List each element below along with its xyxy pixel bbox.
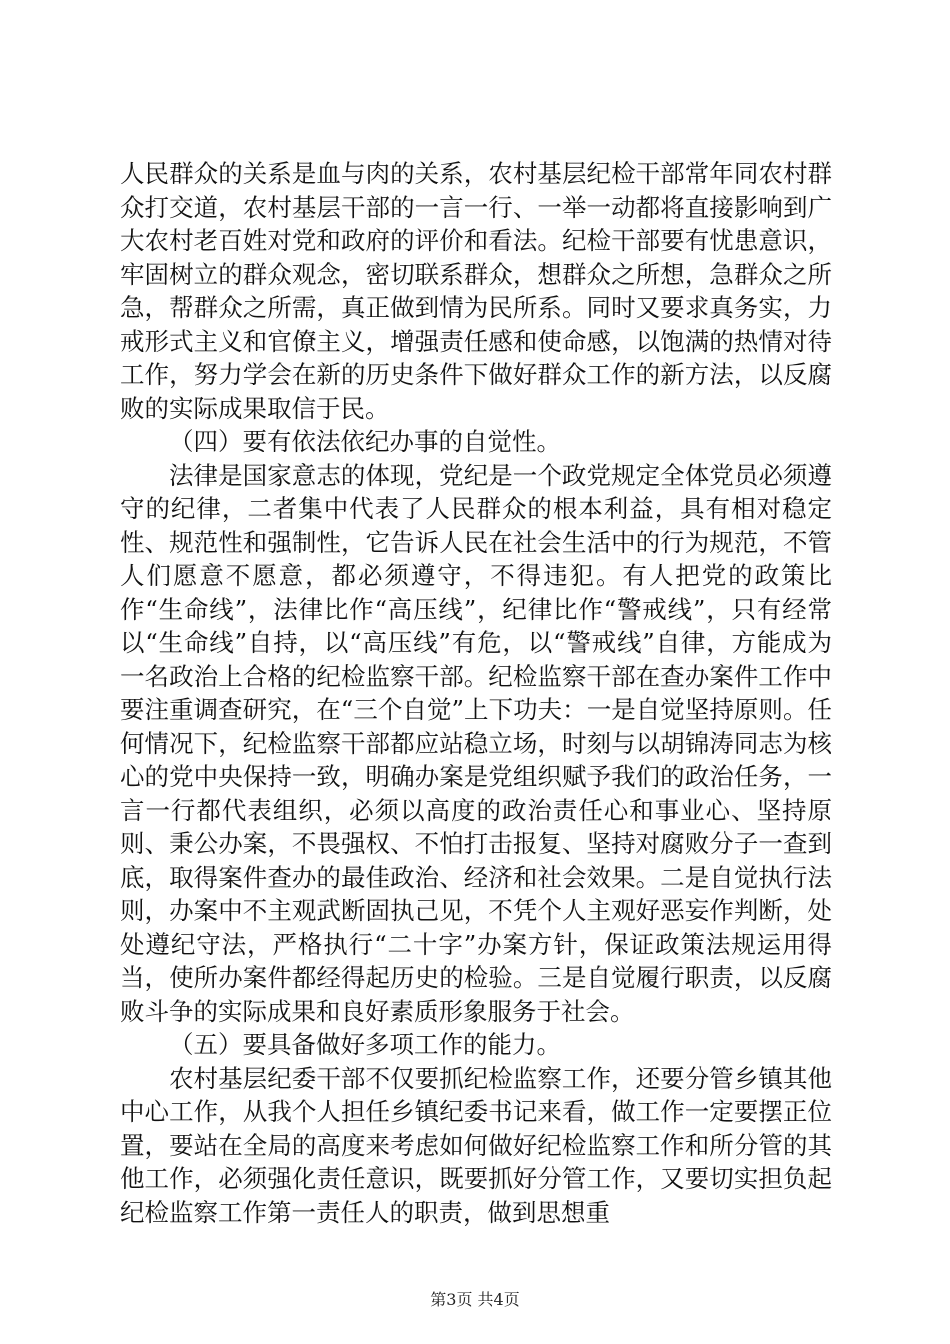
paragraph-3: 农村基层纪委干部不仅要抓纪检监察工作，还要分管乡镇其他中心工作，从我个人担任乡镇纪委书记来看，做工作一定要摆正位置，要站在全局的高度来考虑如何做好纪检监察工作和所分管的其他工作，必须强化责任意识，既要抓好分管工作，又要切实担负起纪检监察工作第一责任人的职责，做到思想重 — [120, 1063, 832, 1227]
paragraph-1: 人民群众的关系是血与肉的关系，农村基层纪检干部常年同农村群众打交道，农村基层干部的一言一行、一举一动都将直接影响到广大农村老百姓对党和政府的评价和看法。纪检干部要有忧患意识，牢固树立的群众观念，密切联系群众，想群众之所想，急群众之所急，帮群众之所需，真正做到情为民所系。同时又要求真务实，力戒形式主义和官僚主义，增强责任感和使命感，以饱满的热情对待工作，努力学会在新的历史条件下做好群众工作的新方法，以反腐败的实际成果取信于民。 — [120, 159, 832, 423]
section-heading-5: （五）要具备做好多项工作的能力。 — [169, 1030, 561, 1059]
document-body — [120, 157, 832, 1229]
page-number-footer: 第3页 共4页 — [430, 1290, 520, 1309]
paragraph-2: 法律是国家意志的体现，党纪是一个政党规定全体党员必须遵守的纪律，二者集中代表了人民群众的根本利益，具有相对稳定性、规范性和强制性，它告诉人民在社会生活中的行为规范，不管人们愿意不愿意，都必须遵守，不得违犯。有人把党的政策比作“生命线”，法律比作“高压线”，纪律比作“警戒线”，只有经常以“生命线”自持，以“高压线”有危，以“警戒线”自律，方能成为一名政治上合格的纪检监察干部。纪检监察干部在查办案件工作中要注重调查研究，在“三个自觉”上下功夫：一是自觉坚持原则。任何情况下，纪检监察干部都应站稳立场，时刻与以胡锦涛同志为核心的党中央保持一致，明确办案是党组织赋予我们的政治任务，一言一行都代表组织，必须以高度的政治责任心和事业心、坚持原则、秉公办案，不畏强权、不怕打击报复、坚持对腐败分子一查到底，取得案件查办的最佳政治、经济和社会效果。二是自觉执行法则，办案中不主观武断固执己见，不凭个人主观好恶妄作判断，处处遵纪守法，严格执行“二十字”办案方针，保证政策法规运用得当，使所办案件都经得起历史的检验。三是自觉履行职责，以反腐败斗争的实际成果和良好素质形象服务于社会。 — [120, 460, 832, 1026]
section-heading-4: （四）要有依法依纪办事的自觉性。 — [169, 427, 561, 456]
